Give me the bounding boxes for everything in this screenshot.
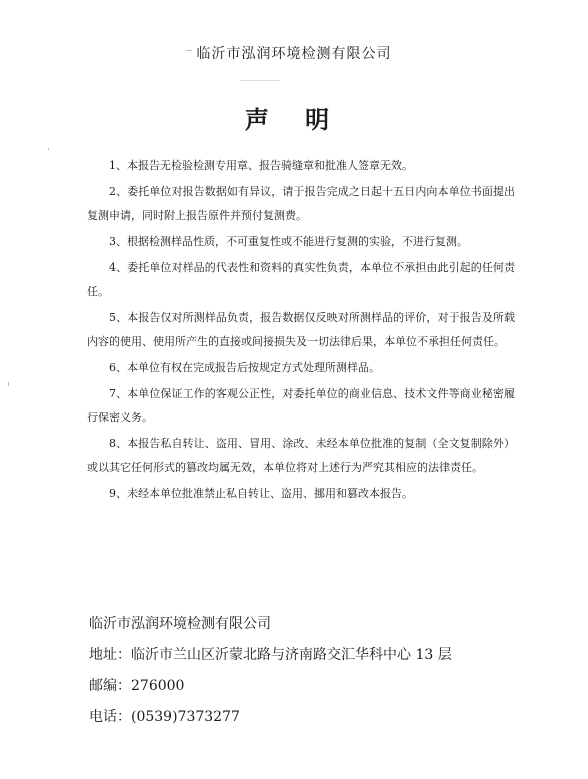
page-title: 声 明 bbox=[244, 105, 344, 134]
clause-9: 9、未经本单位批准禁止私自转让、盗用、挪用和篡改本报告。 bbox=[109, 487, 413, 500]
clause-8: 8、本报告私自转让、盗用、冒用、涂改、未经本单位批准的复制（全文复制除外）或以其它任何形式的篡改均属无效，本单位将对上述行为严究其相应的法律责任。 bbox=[87, 437, 515, 474]
header-company-name: 临沂市泓润环境检测有限公司 bbox=[196, 46, 392, 62]
clause-6: 6、本单位有权在完成报告后按规定方式处理所测样品。 bbox=[109, 361, 380, 374]
clause-1: 1、本报告无检验检测专用章、报告骑缝章和批准人签章无效。 bbox=[109, 159, 413, 172]
clause-3: 3、根据检测样品性质，不可重复性或不能进行复测的实验，不进行复测。 bbox=[109, 235, 468, 248]
footer-postcode: 邮编：276000 bbox=[89, 678, 185, 694]
contact-footer bbox=[89, 615, 559, 739]
scan-mark bbox=[186, 50, 192, 51]
footer-phone: 电话：(0539)7373277 bbox=[89, 709, 240, 725]
declaration-clauses bbox=[87, 154, 515, 508]
clause-5: 5、本报告仅对所测样品负责，报告数据仅反映对所测样品的评价，对于报告及所载内容的使用、使用所产生的直接或间接损失及一切法律后果，本单位不承担任何责任。 bbox=[87, 311, 515, 348]
clause-2: 2、委托单位对报告数据如有异议，请于报告完成之日起十五日内向本单位书面提出复测申请，同时附上报告原件并预付复测费。 bbox=[87, 185, 515, 222]
scan-mark bbox=[8, 382, 9, 386]
scan-mark bbox=[48, 148, 49, 150]
clause-4: 4、委托单位对样品的代表性和资料的真实性负责，本单位不承担由此引起的任何责任。 bbox=[87, 261, 515, 298]
scan-mark bbox=[240, 80, 280, 81]
footer-company-name: 临沂市泓润环境检测有限公司 bbox=[89, 616, 271, 632]
footer-address: 地址：临沂市兰山区沂蒙北路与济南路交汇华科中心 13 层 bbox=[89, 647, 452, 663]
clause-7: 7、本单位保证工作的客观公正性，对委托单位的商业信息、技术文件等商业秘密履行保密义务。 bbox=[87, 387, 515, 424]
